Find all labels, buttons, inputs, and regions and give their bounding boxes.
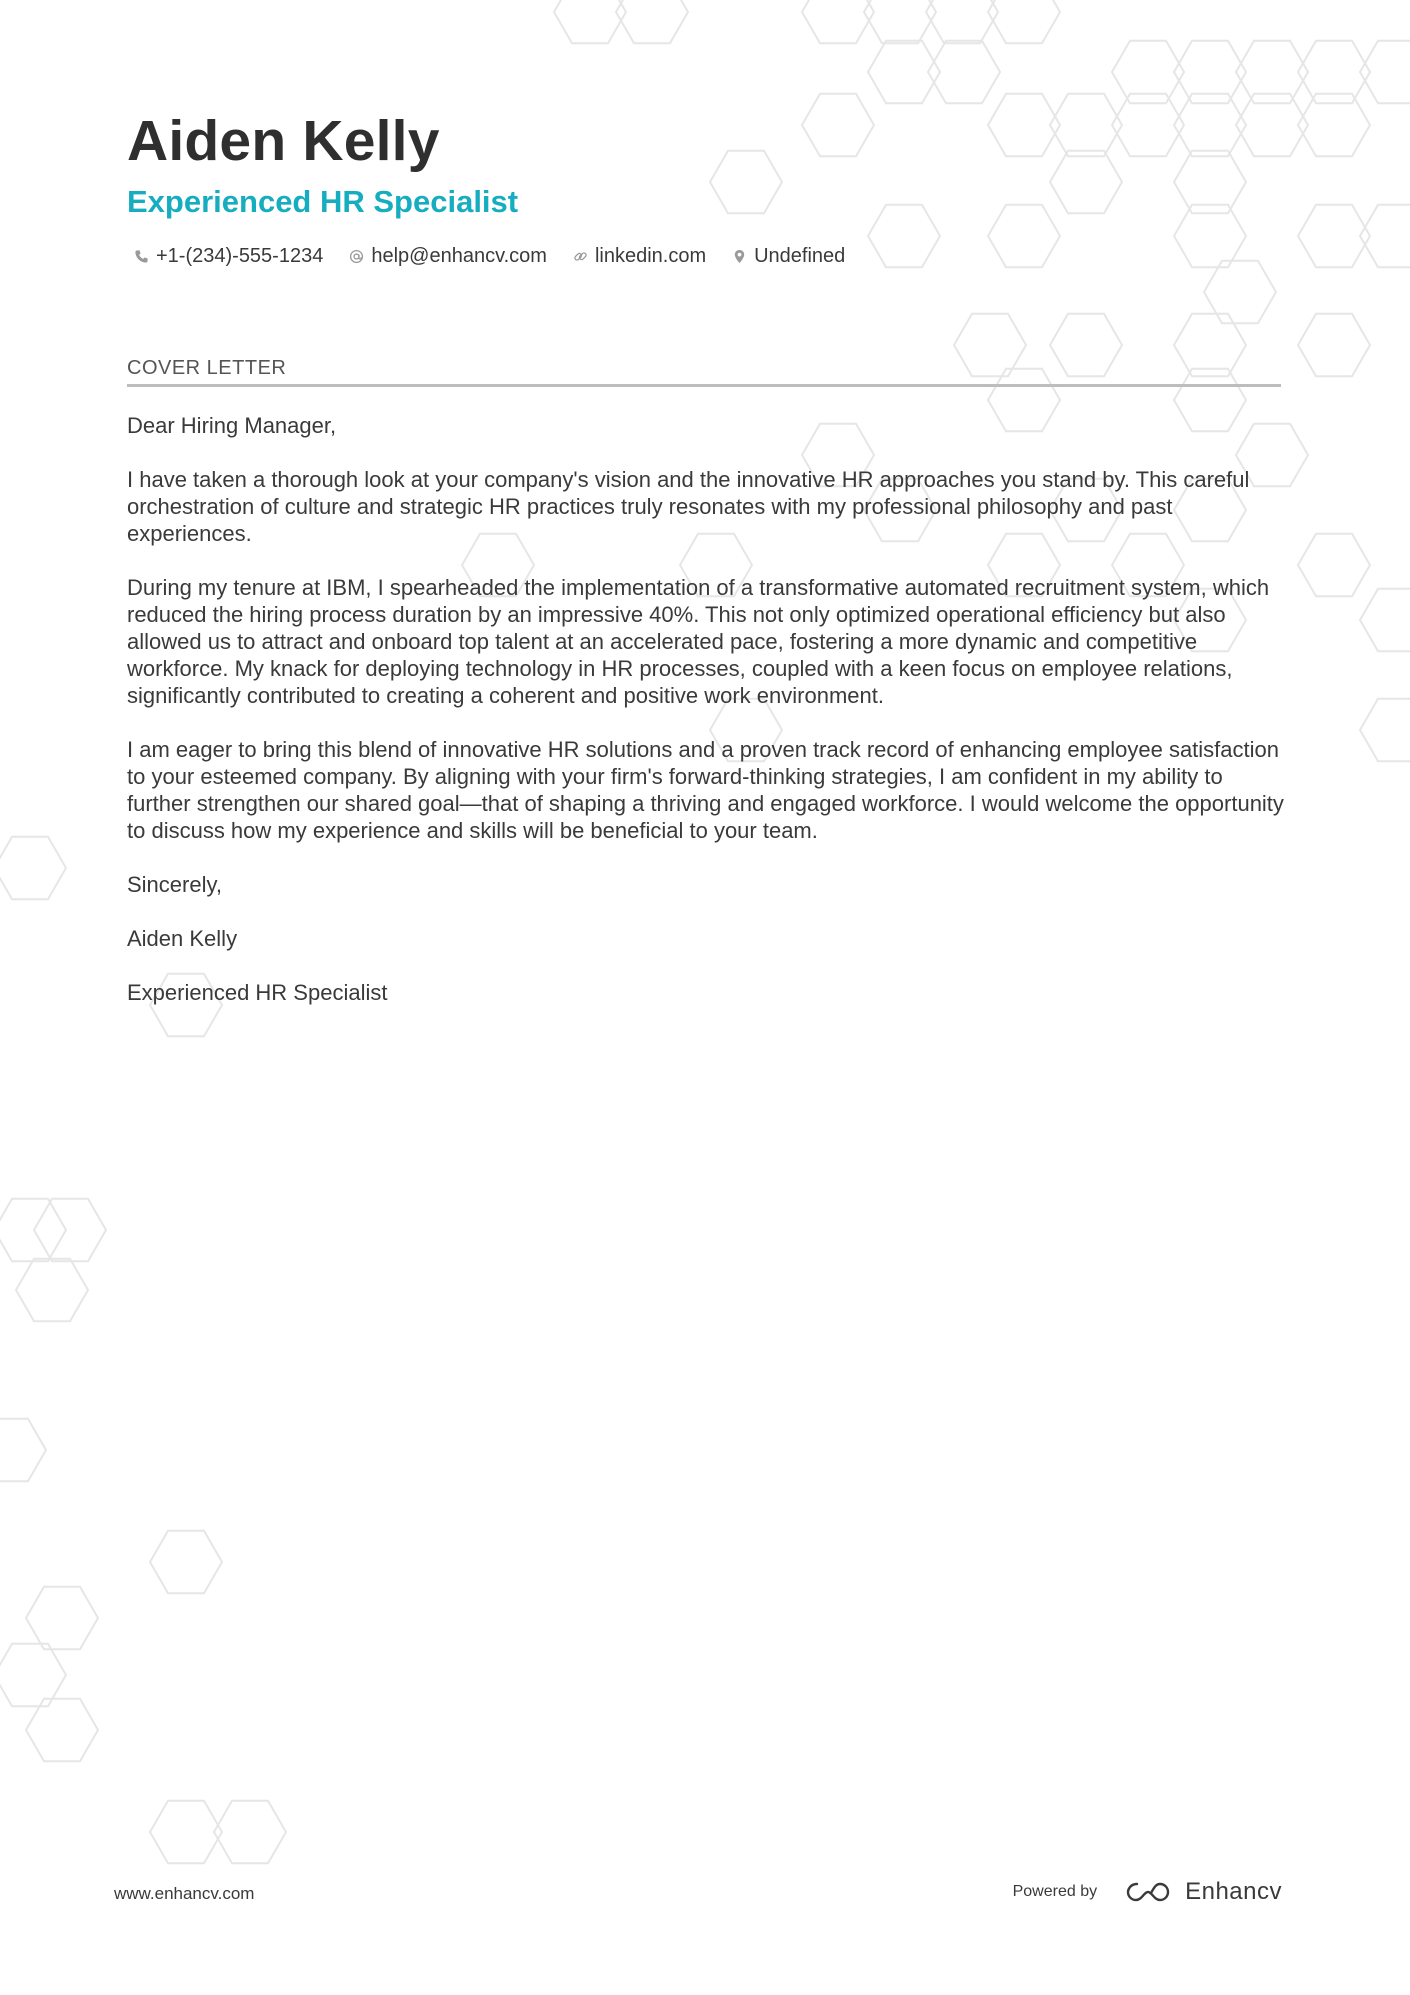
contact-location-text: Undefined — [754, 245, 846, 267]
letter-closing: Sincerely, — [127, 872, 222, 897]
contact-linkedin[interactable] — [573, 245, 706, 268]
link-icon — [573, 249, 588, 264]
footer-brand — [1013, 1878, 1282, 1906]
powered-by-label: Powered by — [1012, 1883, 1098, 1900]
contact-phone — [134, 245, 323, 268]
letter-body — [127, 412, 1287, 1033]
contact-email-text: help@enhancv.com — [371, 245, 547, 267]
section-heading-cover-letter: COVER LETTER — [127, 357, 1281, 387]
enhancv-logo-icon — [1125, 1879, 1171, 1905]
signature-title: Experienced HR Specialist — [127, 980, 388, 1005]
phone-icon — [134, 249, 149, 264]
candidate-title: Experienced HR Specialist — [127, 184, 519, 219]
contact-linkedin-text: linkedin.com — [594, 245, 707, 267]
letter-paragraph: During my tenure at IBM, I spearheaded the implementation of a transformative automated recruitment system, which reduced the hiring process duration by an impressive 40%. This not only optimized operational efficiency but also allowed us to attract and onboard top talent at an accelerated pace, fostering a more dynamic and competitive workforce. My knack for deploying technology in HR processes, coupled with a keen focus on employee relations, significantly contributed to creating a coherent and positive work environment. — [127, 575, 1270, 708]
letter-salutation: Dear Hiring Manager, — [127, 413, 337, 438]
at-icon — [349, 249, 364, 264]
footer-url[interactable]: www.enhancv.com — [114, 1884, 255, 1903]
contact-location — [732, 245, 845, 268]
contact-email[interactable] — [349, 245, 547, 268]
location-pin-icon — [732, 249, 747, 264]
signature-name: Aiden Kelly — [127, 926, 238, 951]
contact-info-row — [134, 245, 845, 268]
letter-paragraph: I have taken a thorough look at your company's vision and the innovative HR approaches you stand by. This careful orchestration of culture and strategic HR practices truly resonates with my professional philosophy and past experiences. — [127, 467, 1250, 546]
brand-name: Enhancv — [1185, 1878, 1282, 1905]
candidate-name: Aiden Kelly — [127, 109, 440, 173]
letter-paragraph: I am eager to bring this blend of innovative HR solutions and a proven track record of enhancing employee satisfaction to your esteemed company. By aligning with your firm's forward-thinking strategies, I am confident in my ability to further strengthen our shared goal—that of shaping a thriving and engaged workforce. I would welcome the opportunity to discuss how my experience and skills will be beneficial to your team. — [127, 737, 1284, 843]
contact-phone-text: +1-(234)-555-1234 — [156, 245, 324, 267]
